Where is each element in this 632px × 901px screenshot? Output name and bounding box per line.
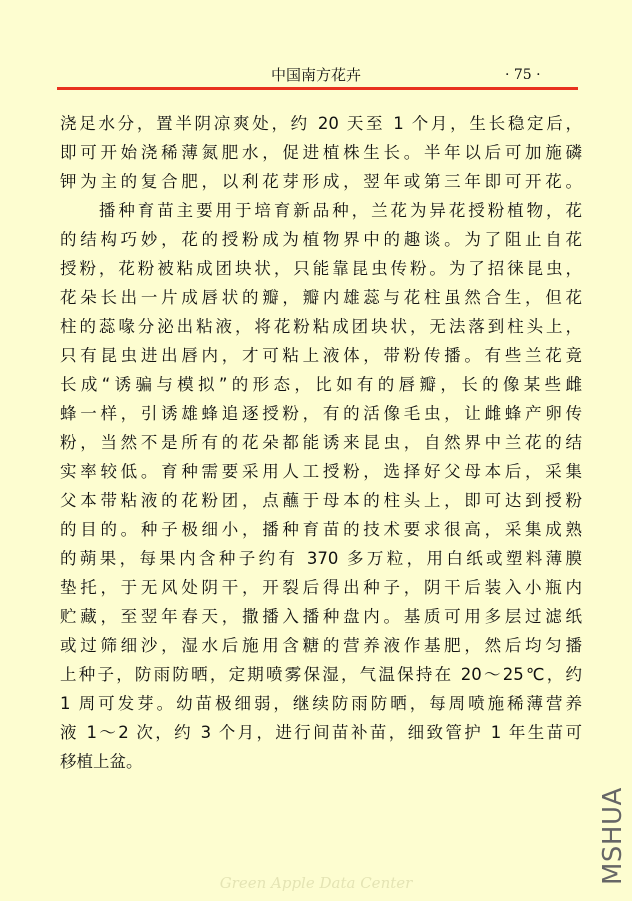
- text-line: 垫托，于无风处阴干，开裂后得出种子，阴干后装入小瓶内: [60, 578, 582, 597]
- text-line: 移植上盆。: [60, 752, 143, 771]
- text-line: 只有昆虫进出唇内，才可粘上液体，带粉传播。有些兰花竟: [60, 346, 582, 365]
- text-line: 液 1～2 次，约 3 个月，进行间苗补苗，细致管护 1 年生苗可: [60, 723, 582, 742]
- text-line: 上种子，防雨防晒，定期喷雾保湿，气温保持在 20～25℃，约: [60, 665, 582, 684]
- text-line: 实率较低。育种需要采用人工授粉，选择好父母本后，采集: [60, 462, 582, 481]
- text-line: 柱的蕊喙分泌出粘液，将花粉粘成团块状，无法落到柱头上，: [60, 317, 582, 336]
- text-line: 的蒴果，每果内含种子约有 370 多万粒，用白纸或塑料薄膜: [60, 549, 582, 568]
- bottom-watermark: Green Apple Data Center: [219, 874, 413, 892]
- page-number: · 75 ·: [505, 67, 541, 83]
- text-line: 的结构巧妙，花的授粉成为植物界中的趣谈。为了阻止自花: [60, 230, 582, 249]
- text-line: 钾为主的复合肥，以利花芽形成，翌年或第三年即可开花。: [60, 172, 582, 191]
- text-line: 父本带粘液的花粉团，点蘸于母本的柱头上，即可达到授粉: [60, 491, 582, 510]
- text-line: 1 周可发芽。幼苗极细弱，继续防雨防晒，每周喷施稀薄营养: [60, 694, 582, 713]
- header-rule: [57, 87, 578, 90]
- text-line: 粉，当然不是所有的花朵都能诱来昆虫，自然界中兰花的结: [60, 433, 582, 452]
- text-line: 即可开始浇稀薄氮肥水，促进植株生长。半年以后可加施磷: [60, 143, 582, 162]
- body-text: [60, 109, 582, 776]
- text-line: 蜂一样，引诱雄蜂追逐授粉，有的活像毛虫，让雌蜂产卵传: [60, 404, 582, 423]
- running-title: 中国南方花卉: [270, 66, 361, 84]
- text-line: 的目的。种子极细小，播种育苗的技术要求很高，采集成熟: [60, 520, 582, 539]
- text-line: 浇足水分，置半阴凉爽处，约 20 天至 1 个月，生长稳定后，: [60, 114, 582, 133]
- text-line: 播种育苗主要用于培育新品种，兰花为异花授粉植物，花: [60, 201, 582, 220]
- text-line: 或过筛细沙，湿水后施用含糖的营养液作基肥，然后均匀播: [60, 636, 582, 655]
- text-line: 贮藏，至翌年春天，撒播入播种盘内。基质可用多层过滤纸: [60, 607, 582, 626]
- text-line: 长成“诱骗与模拟”的形态，比如有的唇瓣，长的像某些雌: [60, 375, 582, 394]
- text-line: 花朵长出一片成唇状的瓣，瓣内雄蕊与花柱虽然合生，但花: [60, 288, 582, 307]
- side-watermark: MSHUA: [598, 787, 628, 885]
- text-line: 授粉，花粉被粘成团块状，只能靠昆虫传粉。为了招徕昆虫，: [60, 259, 582, 278]
